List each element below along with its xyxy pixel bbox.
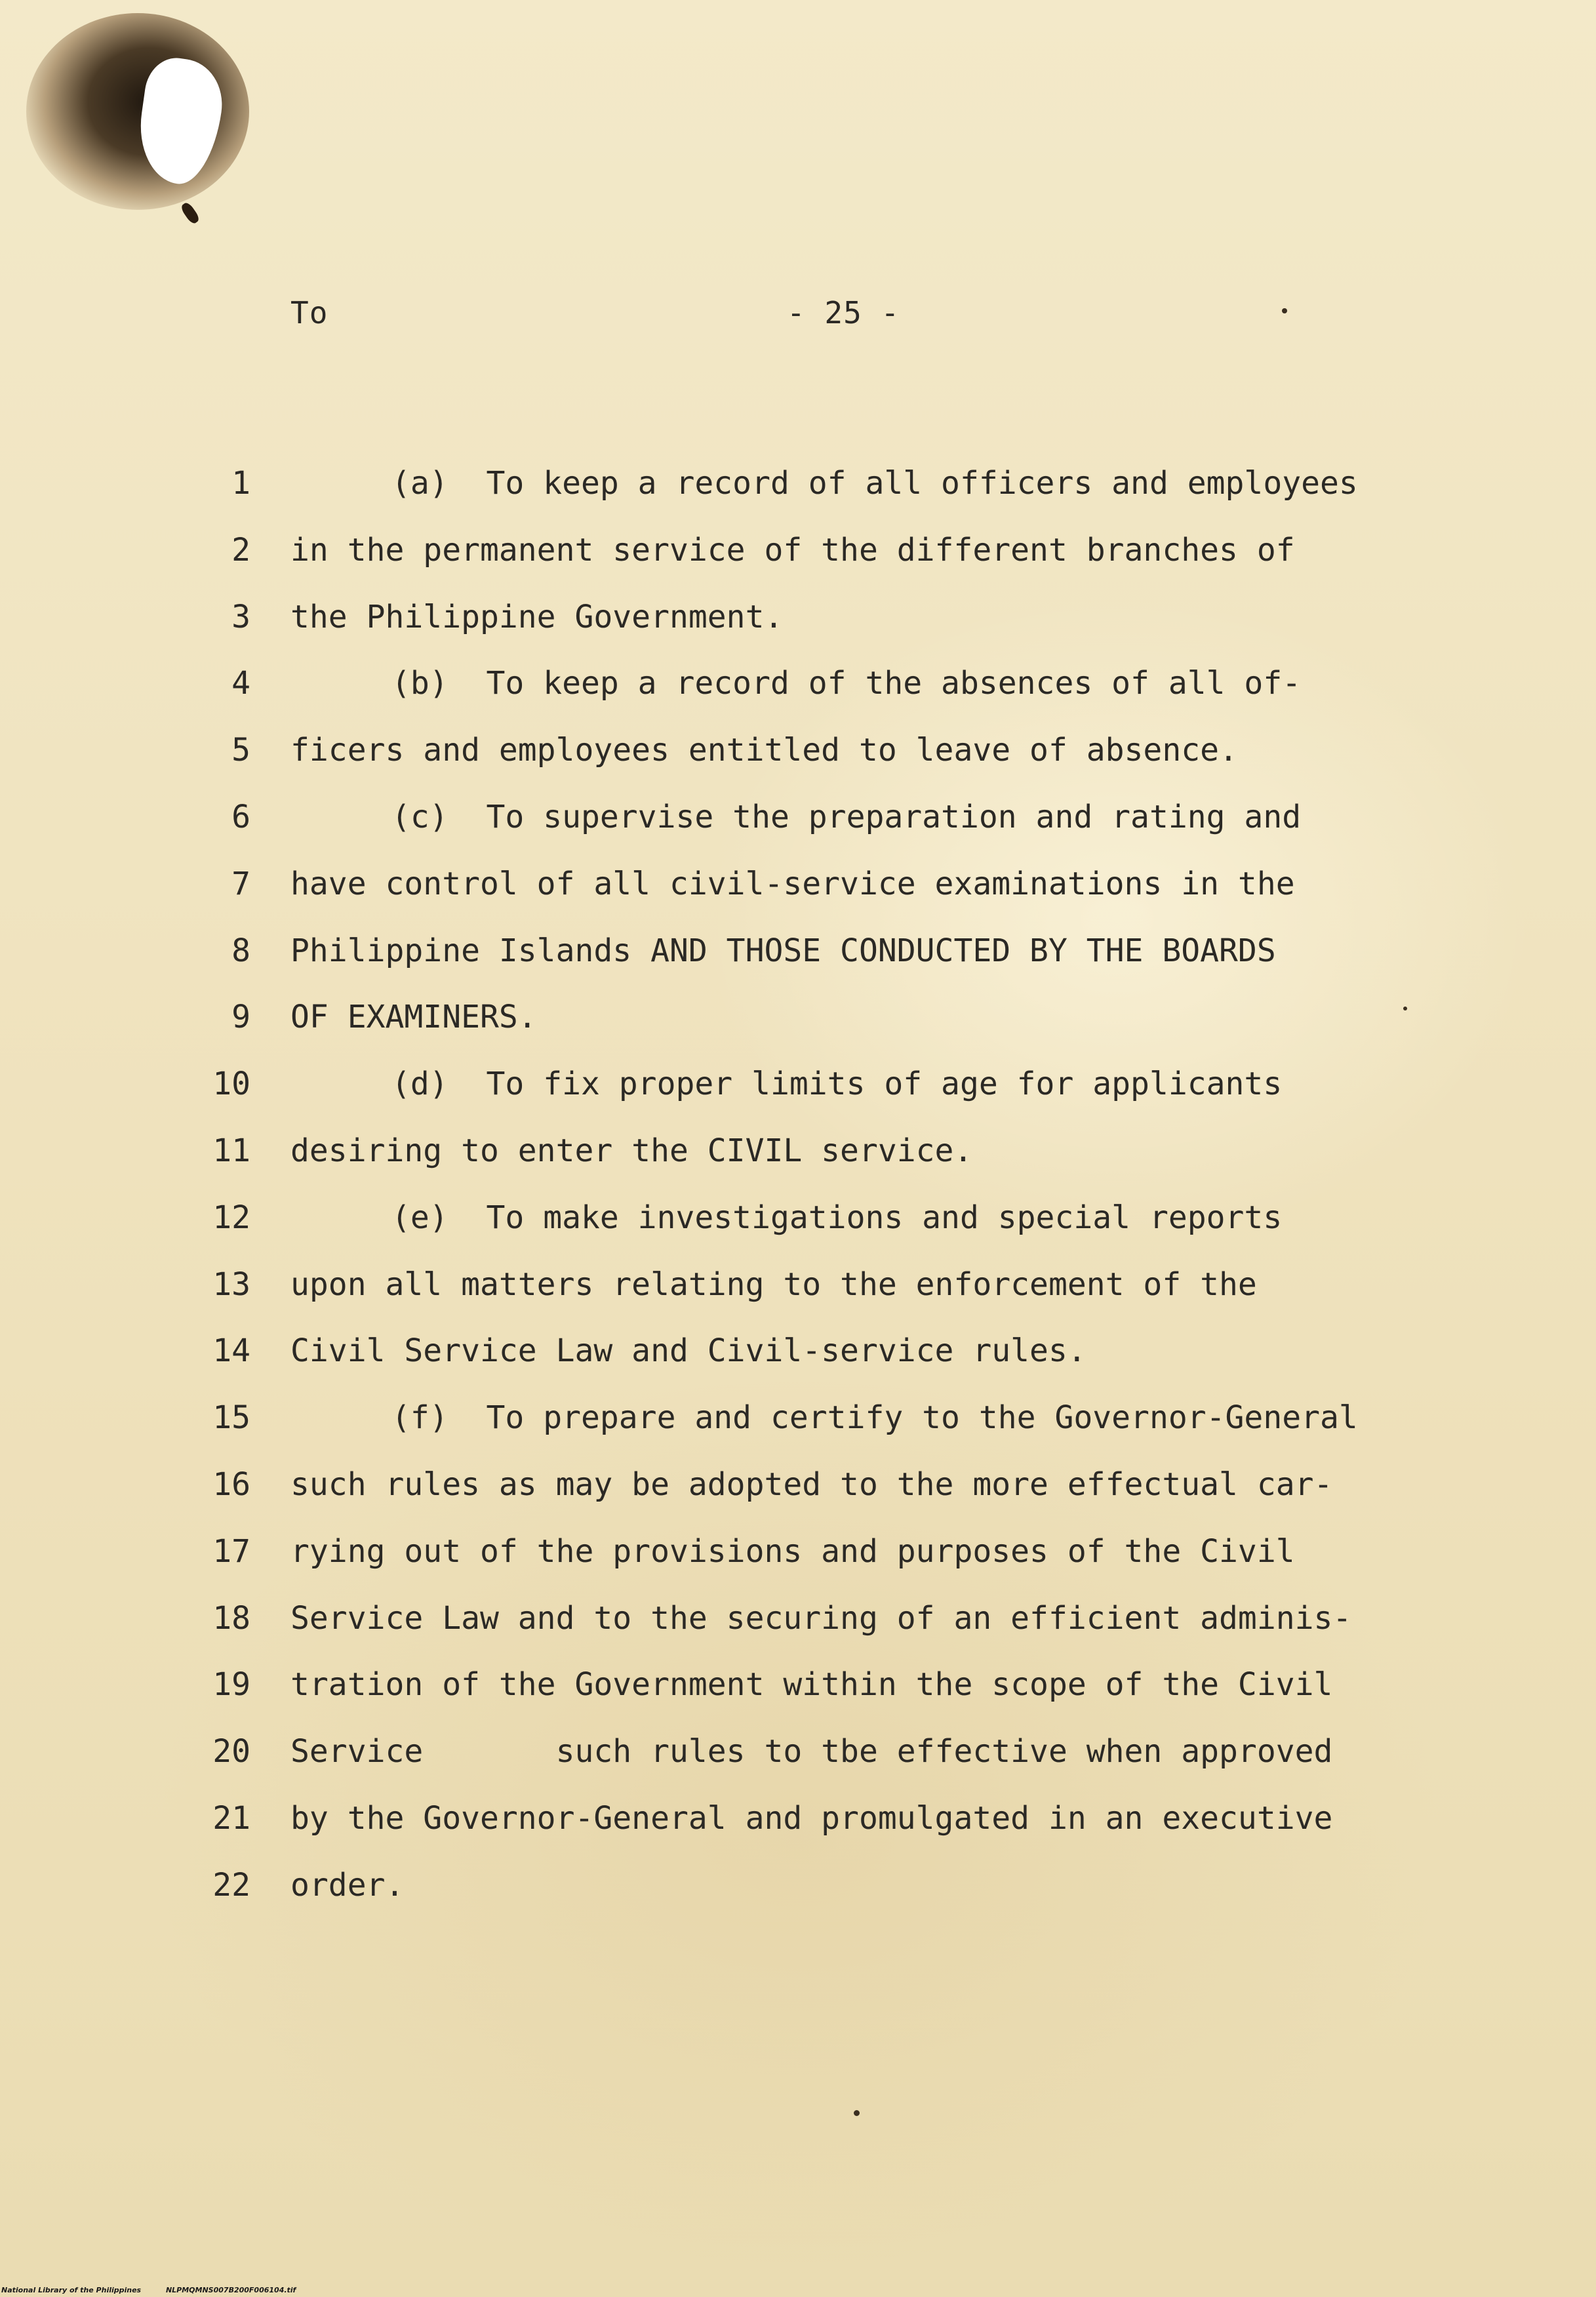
line-text: (c) To supervise the preparation and rating and (391, 798, 1302, 835)
line-text: such rules as may be adopted to the more effectual car- (290, 1466, 1333, 1503)
line-number: 7 (231, 865, 250, 902)
line-text: OF EXAMINERS. (290, 999, 537, 1036)
paper-speck (1282, 308, 1287, 313)
document-line (0, 1464, 1596, 1531)
line-text: (a) To keep a record of all officers and employees (391, 465, 1358, 502)
line-number: 13 (212, 1266, 250, 1303)
line-text: order. (290, 1866, 405, 1904)
line-text: rying out of the provisions and purposes of the Civil (290, 1532, 1295, 1570)
document-line (0, 1264, 1596, 1331)
line-number: 4 (231, 665, 250, 702)
line-text: ficers and employees entitled to leave of absence. (290, 732, 1238, 769)
document-line (0, 1798, 1596, 1865)
line-number: 16 (212, 1466, 250, 1503)
document-line (0, 997, 1596, 1064)
page-number: - 25 - (787, 295, 900, 330)
line-text: desiring to enter the CIVIL service. (290, 1132, 973, 1169)
line-text: Service such rules to tbe effective when approved (290, 1733, 1333, 1770)
line-text: (d) To fix proper limits of age for applicants (391, 1066, 1283, 1103)
document-line (0, 1664, 1596, 1731)
line-number: 20 (212, 1733, 250, 1770)
line-number: 2 (231, 531, 250, 569)
line-text: Service Law and to the securing of an efficient adminis- (290, 1599, 1352, 1637)
document-line (0, 1330, 1596, 1397)
line-number: 1 (231, 465, 250, 502)
document-line (0, 1531, 1596, 1598)
line-number: 14 (212, 1332, 250, 1370)
document-line (0, 1598, 1596, 1665)
line-number: 10 (212, 1066, 250, 1103)
document-line (0, 930, 1596, 997)
document-line (0, 1731, 1596, 1798)
document-line (0, 663, 1596, 730)
line-number: 22 (212, 1866, 250, 1904)
document-line (0, 597, 1596, 664)
line-number: 8 (231, 932, 250, 969)
line-text: the Philippine Government. (290, 598, 784, 635)
burn-hole (132, 54, 228, 189)
document-line (0, 730, 1596, 797)
line-text: tration of the Government within the scope of the Civil (290, 1666, 1333, 1704)
line-text: Civil Service Law and Civil-service rules. (290, 1332, 1087, 1370)
document-line (0, 1130, 1596, 1197)
line-text: (b) To keep a record of the absences of all of- (391, 665, 1302, 702)
burn-mark (26, 13, 249, 210)
document-line (0, 797, 1596, 864)
document-line (0, 1197, 1596, 1264)
line-number: 21 (212, 1799, 250, 1837)
paper-speck (854, 2110, 860, 2116)
line-text: upon all matters relating to the enforcement of the (290, 1266, 1257, 1303)
footer-file-id: NLPMQMNS007B200F006104.tif (165, 2286, 296, 2294)
line-text: (e) To make investigations and special reports (391, 1199, 1283, 1236)
numbered-text-body (0, 463, 1596, 1932)
line-text: by the Governor-General and promulgated in an executive (290, 1799, 1333, 1837)
burn-speck (180, 201, 201, 225)
document-line (0, 864, 1596, 930)
line-number: 5 (231, 732, 250, 769)
line-text: in the permanent service of the different branches of (290, 531, 1295, 569)
document-line (0, 1865, 1596, 1932)
line-number: 17 (212, 1532, 250, 1570)
line-number: 18 (212, 1599, 250, 1637)
line-number: 15 (212, 1399, 250, 1437)
line-text: Philippine Islands AND THOSE CONDUCTED BY THE BOARDS (290, 932, 1276, 969)
archive-footer (1, 2286, 296, 2294)
paper-speck (1403, 1007, 1407, 1010)
line-text: have control of all civil-service examinations in the (290, 865, 1295, 902)
line-number: 19 (212, 1666, 250, 1704)
line-number: 9 (231, 999, 250, 1036)
document-line (0, 1064, 1596, 1130)
document-line (0, 1397, 1596, 1464)
line-number: 3 (231, 598, 250, 635)
line-text: (f) To prepare and certify to the Governor-General (391, 1399, 1358, 1437)
line-number: 6 (231, 798, 250, 835)
document-line (0, 530, 1596, 597)
line-number: 12 (212, 1199, 250, 1236)
footer-library: National Library of the Philippines (1, 2286, 142, 2294)
header-left-text: To (290, 295, 329, 330)
line-number: 11 (212, 1132, 250, 1169)
document-line (0, 463, 1596, 530)
